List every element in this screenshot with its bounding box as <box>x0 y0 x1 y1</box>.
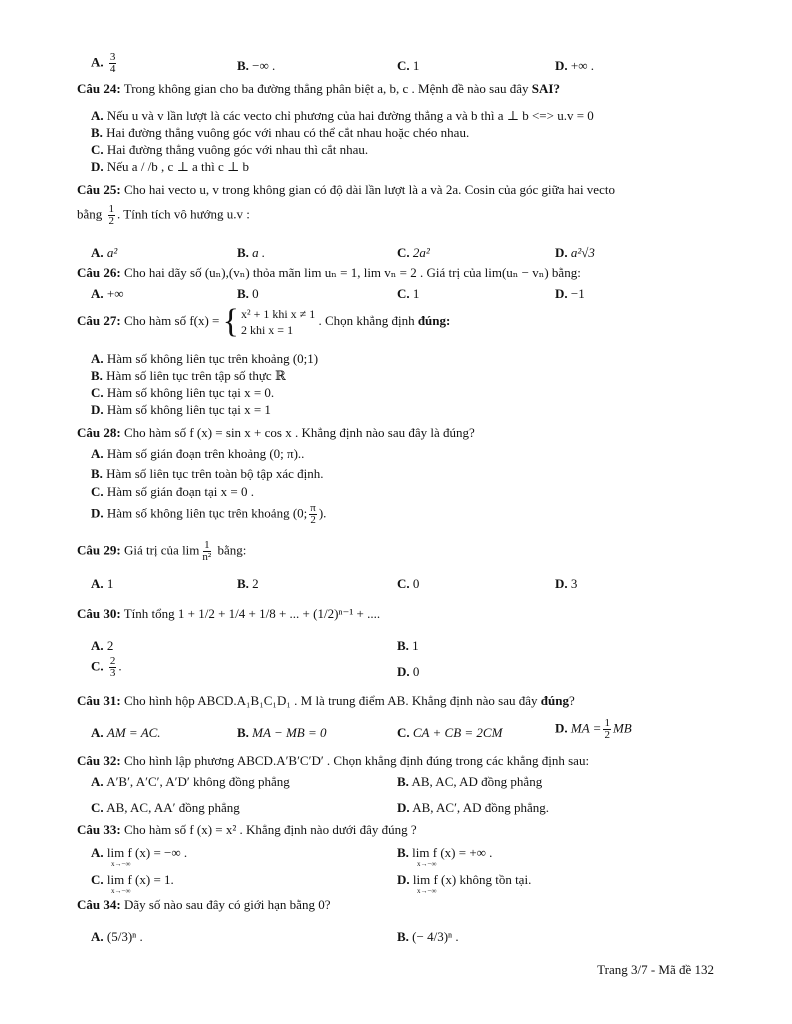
q29-stem: Câu 29: Giá trị của lim $\frac{1}{\text{n²}}$ bằng: <box>77 539 247 563</box>
q34-stem: Câu 34: Dãy số nào sau đây có giới hạn bằng 0? <box>77 897 331 912</box>
q32-option-b: B. AB, AC, AD đồng phẳng <box>397 774 543 789</box>
q26-option-c: C. 1 <box>397 286 420 301</box>
q28-option-a: A. Hàm số gián đoạn trên khoảng (0; π).. <box>91 446 305 461</box>
q25-option-a: A. a² <box>91 245 118 260</box>
q28-option-b: B. Hàm số liên tục trên toàn bộ tập xác định. <box>91 466 324 481</box>
q24-option-d: D. Nếu a / /b , c ⊥ a thì c ⊥ b <box>91 159 250 174</box>
q27-stem: Câu 27: Cho hàm số f(x) = { x² + 1 khi x ≠ 1 2 khi x = 1 . Chọn khẳng định đúng: <box>77 303 451 340</box>
q23-a-fraction: $\frac{3}{4}$ <box>109 51 116 75</box>
q31-option-d: D. MA = $\frac{1}{2}$ MB <box>555 717 632 741</box>
q24-option-c: C. Hai đường thẳng vuông góc với nhau thì cắt nhau. <box>91 142 369 157</box>
q23-option-b: B. −∞ . <box>237 58 276 73</box>
q29-fraction: $\frac{1}{\text{n²}}$ <box>202 539 212 563</box>
q24-option-a: A. Nếu u và v lần lượt là các vecto chỉ phương của hai đường thẳng a và b thì a ⊥ b <=> u.v = 0 <box>91 108 594 123</box>
q30-option-b: B. 1 <box>397 638 419 653</box>
q31-d-fraction: $\frac{1}{2}$ <box>604 717 610 741</box>
q33-stem: Câu 33: Cho hàm số f (x) = x² . Khẳng định nào dưới đây đúng ? <box>77 822 417 837</box>
q25-option-c: C. 2a² <box>397 245 430 260</box>
q27-option-d: D. Hàm số không liên tục tại x = 1 <box>91 402 271 417</box>
q31-option-b: B. MA − MB = 0 <box>237 725 327 740</box>
q26-stem: Câu 26: Cho hai dãy số (uₙ),(vₙ) thỏa mãn lim uₙ = 1, lim vₙ = 2 . Giá trị của lim(uₙ − vₙ) bằng: <box>77 265 581 280</box>
q30-option-a: A. 2 <box>91 638 114 653</box>
q23-option-c: C. 1 <box>397 58 420 73</box>
q30-option-c: C. $\frac{2}{3}$ . <box>91 655 122 679</box>
q30-option-d: D. 0 <box>397 664 420 679</box>
q25-fraction: $\frac{1}{2}$ <box>108 203 115 227</box>
q33-option-d: D. lim f (x) không tồn tại. x→−∞ <box>397 872 532 895</box>
q25-option-d: D. a²√3 <box>555 245 595 260</box>
page-footer: Trang 3/7 - Mã đề 132 <box>597 962 714 977</box>
q24-option-b: B. Hai đường thẳng vuông góc với nhau có thể cắt nhau hoặc chéo nhau. <box>91 125 470 140</box>
q33-option-b: B. lim f (x) = +∞ . x→−∞ <box>397 845 493 868</box>
q31-option-a: A. AM = AC. <box>91 725 161 740</box>
q26-option-d: D. −1 <box>555 286 585 301</box>
q25-stem-line2: bằng $\frac{1}{2}$ . Tính tích vô hướng u.v : <box>77 203 250 227</box>
q29-option-a: A. 1 <box>91 576 114 591</box>
q28-option-d: D. Hàm số không liên tục trên khoảng (0; $\frac{\pi}{2}$ ). <box>91 502 327 526</box>
q27-option-b: B. Hàm số liên tục trên tập số thực ℝ <box>91 368 286 383</box>
q28-option-c: C. Hàm số gián đoạn tại x = 0 . <box>91 484 254 499</box>
q23-option-d: D. +∞ . <box>555 58 594 73</box>
q32-option-c: C. AB, AC, AA′ đồng phẳng <box>91 800 240 815</box>
q32-option-a: A. A′B′, A′C′, A′D′ không đồng phẳng <box>91 774 290 789</box>
q27-option-c: C. Hàm số không liên tục tại x = 0. <box>91 385 275 400</box>
q32-option-d: D. AB, AC′, AD đồng phẳng. <box>397 800 550 815</box>
q26-option-b: B. 0 <box>237 286 259 301</box>
q30-c-fraction: $\frac{2}{3}$ <box>109 655 116 679</box>
q27-piecewise: { x² + 1 khi x ≠ 1 2 khi x = 1 <box>222 303 316 340</box>
q32-stem: Câu 32: Cho hình lập phương ABCD.A′B′C′D′ . Chọn khẳng định đúng trong các khẳng định sau: <box>77 753 590 768</box>
q34-option-a: A. (5/3)ⁿ . <box>91 929 143 944</box>
q33-option-a: A. lim f (x) = −∞ . x→−∞ <box>91 845 188 868</box>
q31-option-c: C. CA + CB = 2CM <box>397 725 503 740</box>
q34-option-b: B. (− 4/3)ⁿ . <box>397 929 459 944</box>
q26-option-a: A. +∞ <box>91 286 124 301</box>
q23-option-a: A. $\frac{3}{4}$ <box>91 51 116 75</box>
q29-option-d: D. 3 <box>555 576 578 591</box>
q29-option-c: C. 0 <box>397 576 420 591</box>
q25-option-b: B. a . <box>237 245 266 260</box>
q28-stem: Câu 28: Cho hàm số f (x) = sin x + cos x . Khẳng định nào sau đây là đúng? <box>77 425 475 440</box>
q25-stem: Câu 25: Cho hai vecto u, v trong không gian có độ dài lần lượt là a và 2a. Cosin của góc giữa hai vecto <box>77 182 615 197</box>
q29-option-b: B. 2 <box>237 576 259 591</box>
q27-option-a: A. Hàm số không liên tục trên khoảng (0;1) <box>91 351 319 366</box>
q30-stem: Câu 30: Tính tổng 1 + 1/2 + 1/4 + 1/8 + ... + (1/2)ⁿ⁻¹ + .... <box>77 606 381 621</box>
q31-stem: Câu 31: Cho hình hộp ABCD.A₁B₁C₁D₁ . M là trung điểm AB. Khẳng định nào sau đây đúng? <box>77 693 575 708</box>
q33-option-c: C. lim f (x) = 1. x→−∞ <box>91 872 174 895</box>
q28-d-fraction: $\frac{\pi}{2}$ <box>310 502 316 526</box>
q24-stem: Câu 24: Trong không gian cho ba đường thẳng phân biệt a, b, c . Mệnh đề nào sau đây SAI? <box>77 81 560 96</box>
